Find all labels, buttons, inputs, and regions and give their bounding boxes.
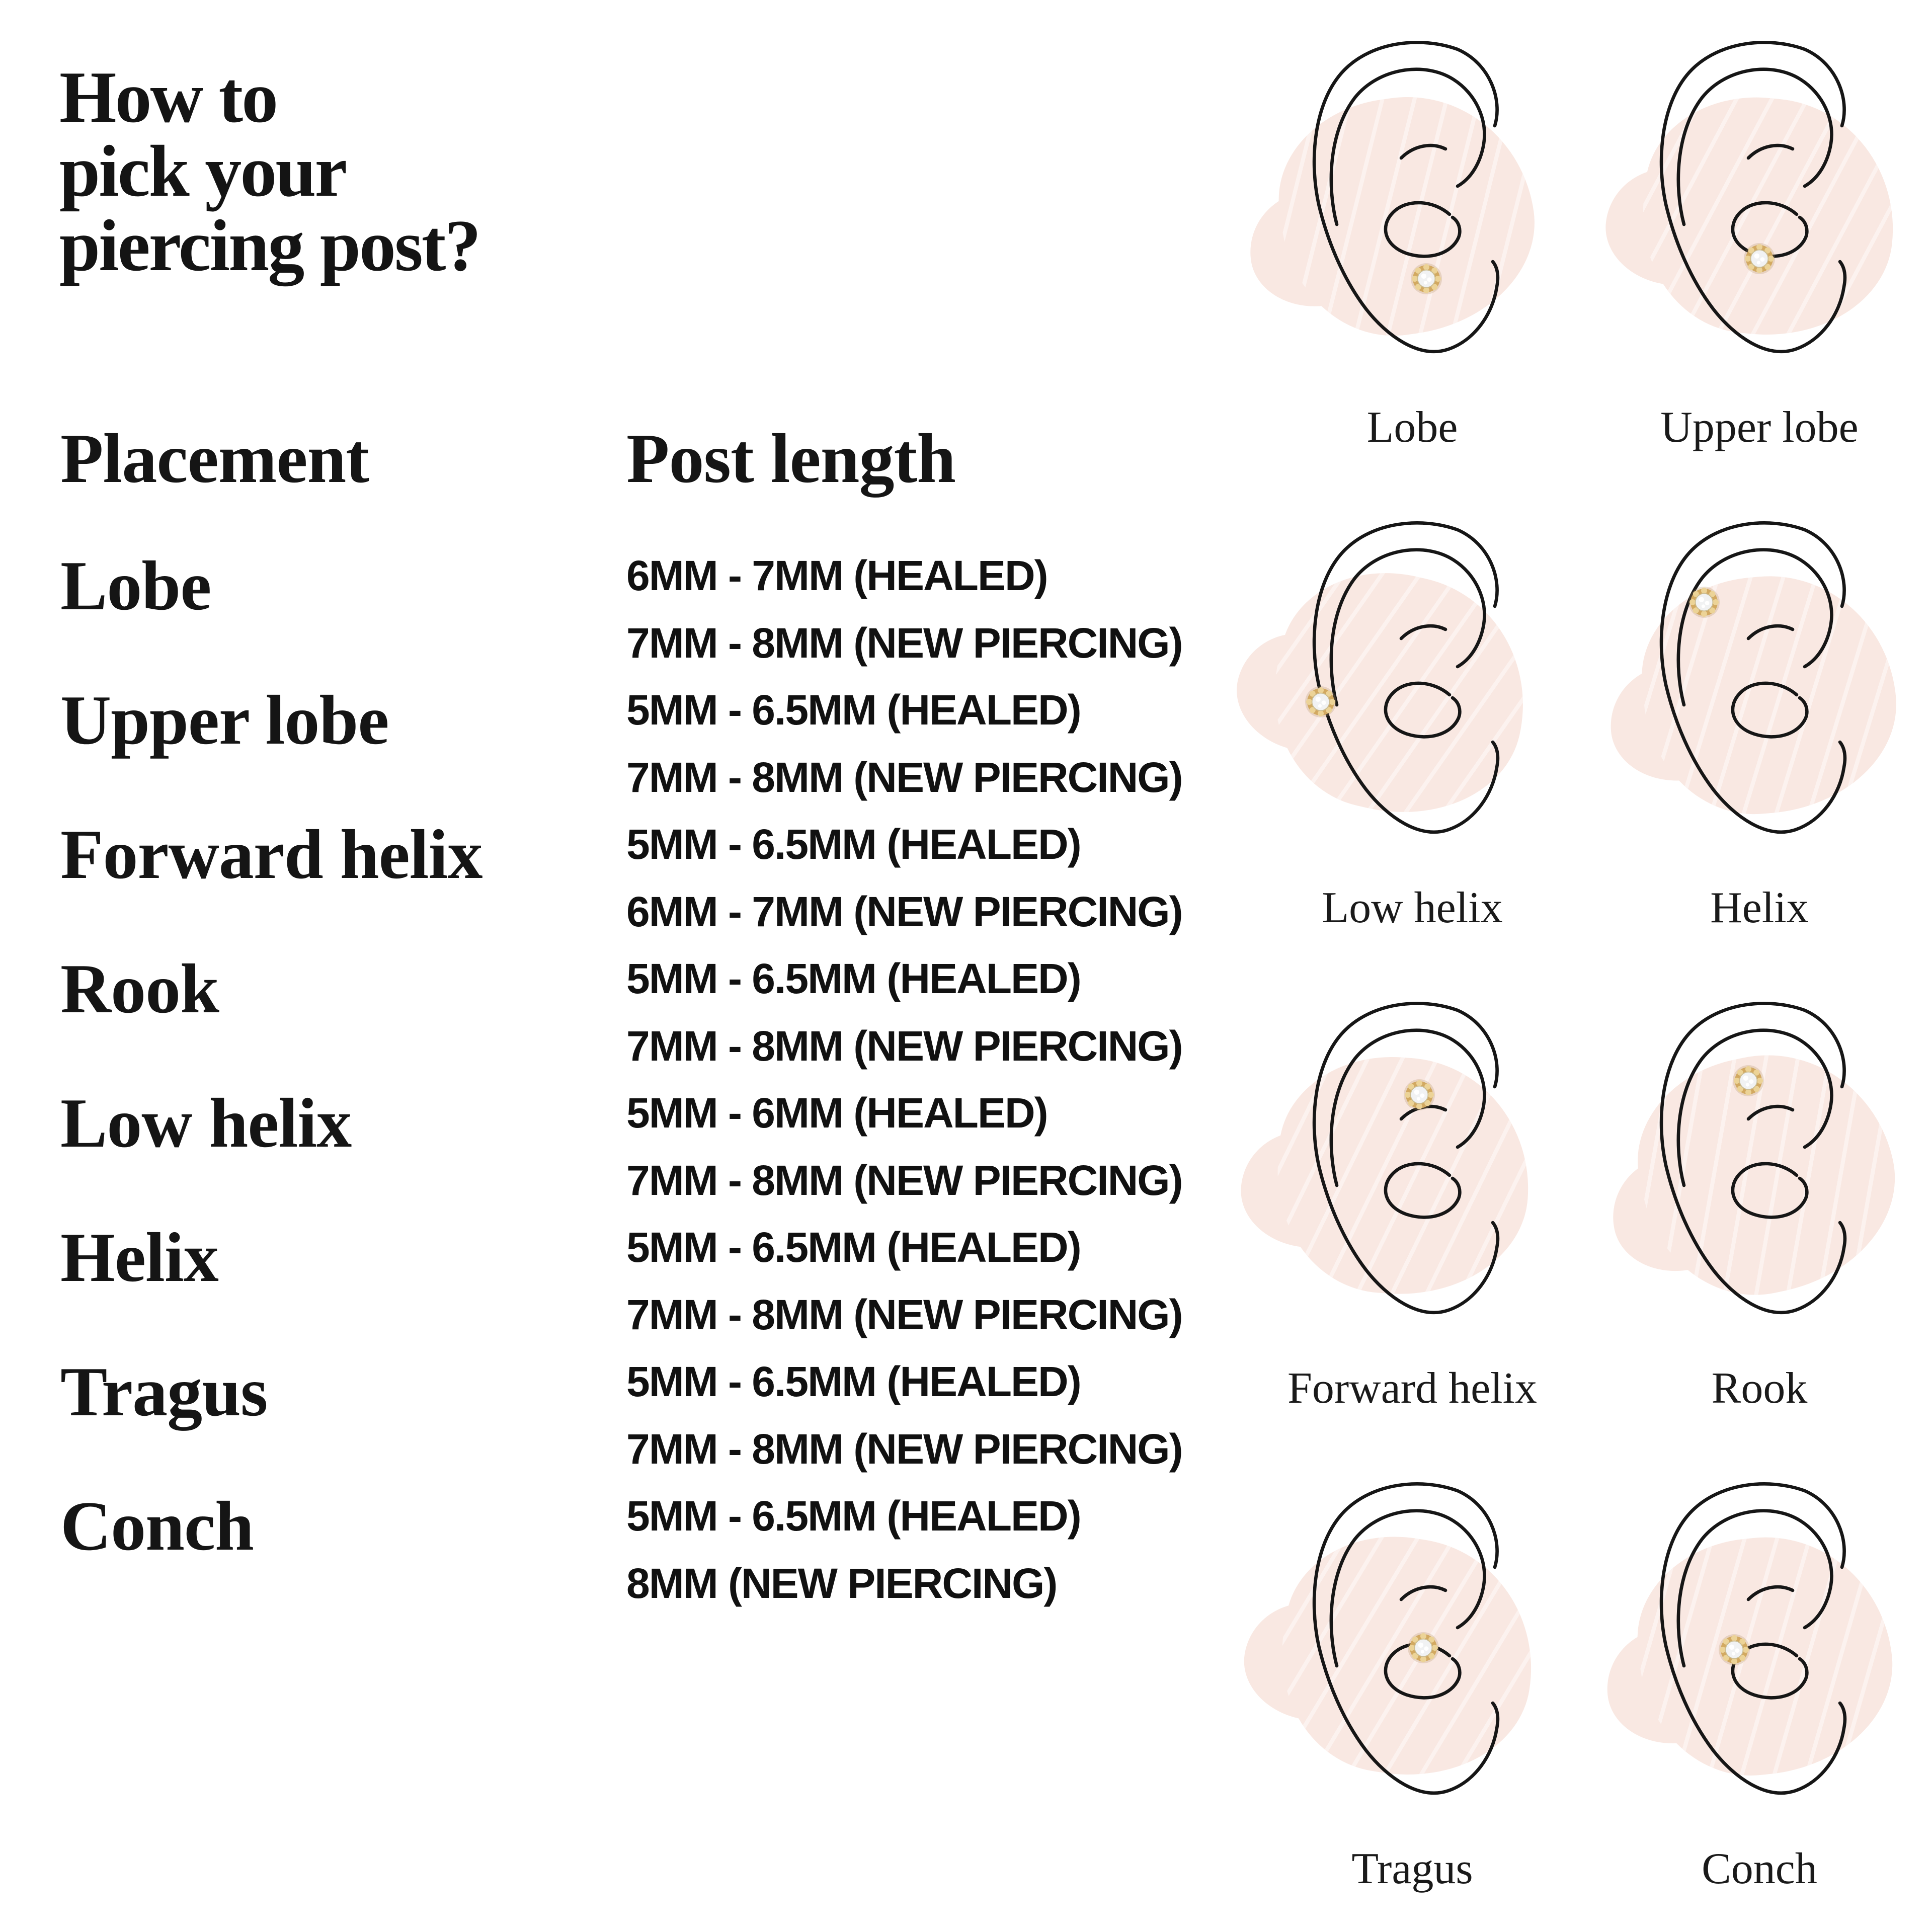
ear-diagram-upper-lobe xyxy=(1586,29,1932,510)
post-length-new: 7MM - 8MM (NEW PIERCING) xyxy=(626,1022,1182,1070)
ear-diagram-rook xyxy=(1586,990,1932,1471)
piercing-stud-icon xyxy=(1744,243,1775,274)
title-line-3: piercing post? xyxy=(59,204,480,286)
ear-illustration xyxy=(1644,516,1875,868)
ear-illustration xyxy=(1644,35,1875,387)
ear-label: Helix xyxy=(1710,883,1809,932)
placement-label: Conch xyxy=(60,1487,254,1565)
piercing-stud-icon xyxy=(1688,587,1720,618)
ear-diagram-helix xyxy=(1586,510,1932,990)
table-row-tragus xyxy=(0,1353,1238,1491)
ear-diagram-grid xyxy=(1239,29,1932,1932)
ear-label: Forward helix xyxy=(1287,1364,1538,1413)
ear-label: Lobe xyxy=(1366,403,1458,452)
post-length-healed: 6MM - 7MM (HEALED) xyxy=(626,552,1048,599)
ear-diagram-forward-helix xyxy=(1239,990,1586,1471)
table-row-lobe xyxy=(0,547,1238,685)
ear-label: Conch xyxy=(1702,1844,1817,1893)
post-length-healed: 5MM - 6.5MM (HEALED) xyxy=(626,955,1081,1002)
post-length-new: 7MM - 8MM (NEW PIERCING) xyxy=(626,1425,1182,1473)
piercing-stud-icon xyxy=(1719,1634,1750,1665)
post-length-new: 8MM (NEW PIERCING) xyxy=(626,1560,1057,1607)
ear-label: Upper lobe xyxy=(1660,403,1859,452)
ear-illustration xyxy=(1297,516,1528,868)
ear-illustration xyxy=(1297,1477,1528,1829)
post-length-healed: 5MM - 6.5MM (HEALED) xyxy=(626,821,1081,868)
table-row-conch xyxy=(0,1487,1238,1626)
post-length-new: 7MM - 8MM (NEW PIERCING) xyxy=(626,754,1182,801)
table-row-helix xyxy=(0,1219,1238,1357)
placement-label: Lobe xyxy=(60,547,211,625)
piercing-stud-icon xyxy=(1305,686,1336,717)
post-length-new: 6MM - 7MM (NEW PIERCING) xyxy=(626,888,1182,935)
post-length-new: 7MM - 8MM (NEW PIERCING) xyxy=(626,619,1182,667)
ear-label: Rook xyxy=(1711,1364,1808,1413)
title-line-1: How to xyxy=(59,56,277,138)
ear-diagram-tragus xyxy=(1239,1471,1586,1932)
ear-illustration xyxy=(1297,35,1528,387)
placement-label: Upper lobe xyxy=(60,681,389,759)
piercing-stud-icon xyxy=(1733,1065,1764,1096)
ear-illustration xyxy=(1644,1477,1875,1829)
table-row-upper-lobe xyxy=(0,681,1238,820)
piercing-stud-icon xyxy=(1408,1632,1439,1663)
ear-illustration xyxy=(1644,996,1875,1348)
post-length-healed: 5MM - 6MM (HEALED) xyxy=(626,1089,1048,1137)
post-length-healed: 5MM - 6.5MM (HEALED) xyxy=(626,686,1081,734)
post-length-healed: 5MM - 6.5MM (HEALED) xyxy=(626,1358,1081,1405)
post-length-column-header: Post length xyxy=(626,420,955,498)
post-length-healed: 5MM - 6.5MM (HEALED) xyxy=(626,1492,1081,1540)
title-line-2: pick your xyxy=(59,130,346,212)
ear-diagram-lobe xyxy=(1239,29,1586,510)
table-row-rook xyxy=(0,950,1238,1088)
placement-label: Forward helix xyxy=(60,816,482,894)
post-length-new: 7MM - 8MM (NEW PIERCING) xyxy=(626,1157,1182,1204)
ear-label: Low helix xyxy=(1322,883,1503,932)
piercing-stud-icon xyxy=(1411,263,1442,294)
table-row-low-helix xyxy=(0,1084,1238,1223)
table-row-forward-helix xyxy=(0,816,1238,954)
post-length-healed: 5MM - 6.5MM (HEALED) xyxy=(626,1224,1081,1271)
ear-diagram-low-helix xyxy=(1239,510,1586,990)
ear-diagram-conch xyxy=(1586,1471,1932,1932)
placement-label: Helix xyxy=(60,1219,218,1297)
ear-label: Tragus xyxy=(1351,1844,1473,1893)
placement-label: Rook xyxy=(60,950,219,1028)
ear-illustration xyxy=(1297,996,1528,1348)
placement-column-header: Placement xyxy=(60,420,369,498)
placement-label: Tragus xyxy=(60,1353,268,1431)
placement-label: Low helix xyxy=(60,1084,352,1162)
page-title xyxy=(59,56,480,286)
post-length-new: 7MM - 8MM (NEW PIERCING) xyxy=(626,1291,1182,1338)
piercing-stud-icon xyxy=(1404,1079,1435,1110)
